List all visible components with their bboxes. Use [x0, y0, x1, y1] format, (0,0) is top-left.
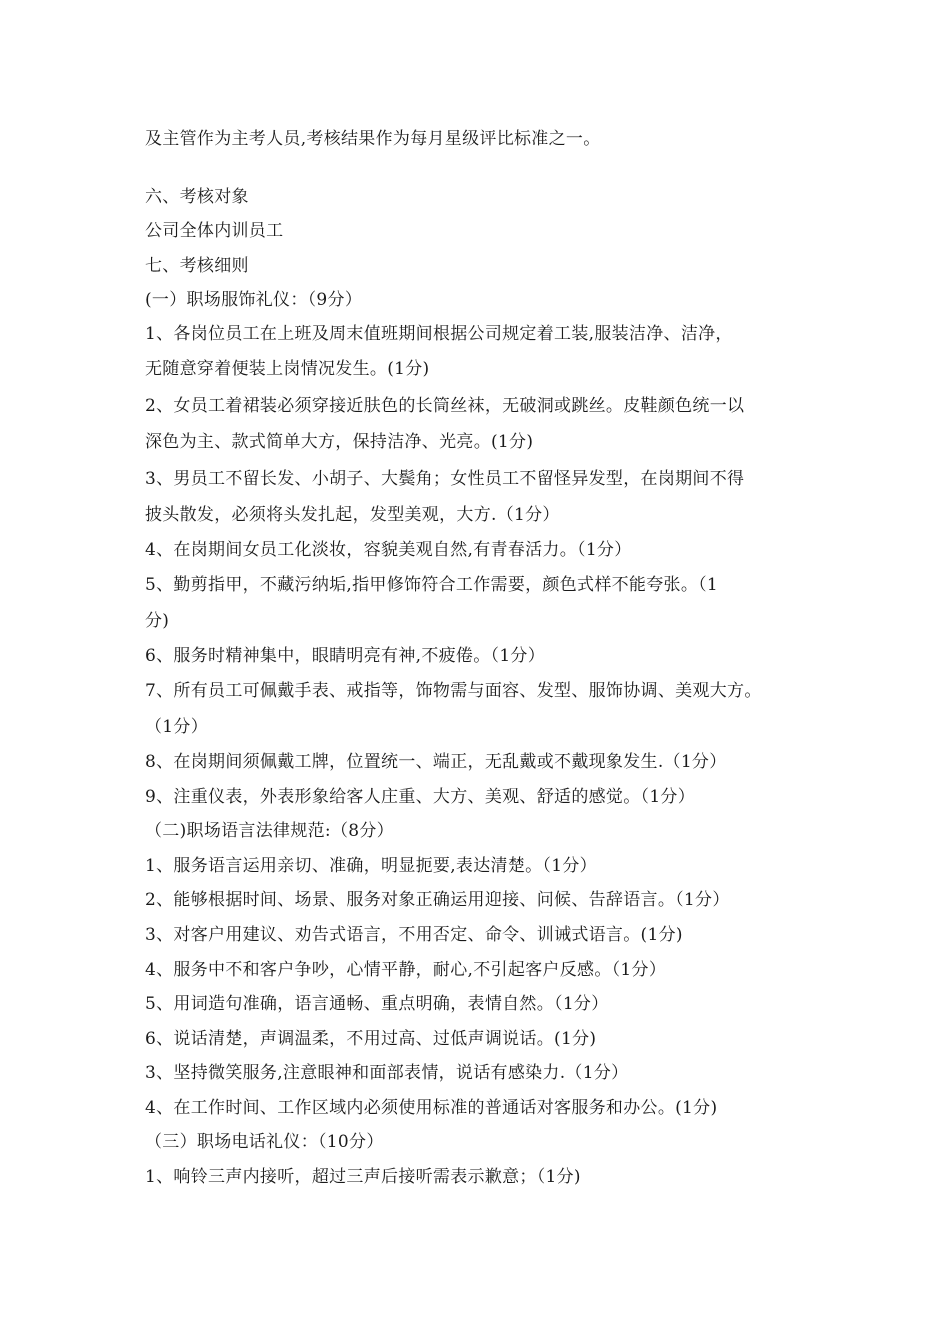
text-line: 公司全体内训员工 [145, 221, 284, 241]
text-line: 4、在工作时间、工作区域内必须使用标准的普通话对客服务和办公。(1分) [145, 1098, 718, 1118]
subsection-heading: (一）职场服饰礼仪：（9分） [145, 290, 363, 310]
text-line: 3、坚持微笑服务,注意眼神和面部表情，说话有感染力.（1分） [145, 1063, 629, 1083]
text-line: 深色为主、款式简单大方，保持洁净、光亮。(1分) [145, 432, 534, 452]
text-line: 3、对客户用建议、劝告式语言，不用否定、命令、训诫式语言。(1分) [145, 925, 683, 945]
section-heading: 六、考核对象 [145, 187, 249, 207]
text-line: 披头散发，必须将头发扎起，发型美观，大方.（1分） [145, 505, 560, 525]
text-line: 8、在岗期间须佩戴工牌，位置统一、端正，无乱戴或不戴现象发生.（1分） [145, 752, 727, 772]
text-line: 及主管作为主考人员,考核结果作为每月星级评比标准之一。 [145, 129, 601, 149]
text-line: （1分） [145, 717, 209, 737]
text-line: 5、勤剪指甲，不藏污纳垢,指甲修饰符合工作需要，颜色式样不能夸张。（1 [145, 575, 719, 595]
text-line: 4、服务中不和客户争吵，心情平静，耐心,不引起客户反感。（1分） [145, 960, 667, 980]
text-line: 2、能够根据时间、场景、服务对象正确运用迎接、问候、告辞语言。（1分） [145, 890, 730, 910]
subsection-heading: （三）职场电话礼仪：（10分） [145, 1132, 384, 1152]
text-line: 1、各岗位员工在上班及周末值班期间根据公司规定着工装,服装洁净、洁净， [145, 324, 733, 344]
text-line: 2、女员工着裙装必须穿接近肤色的长筒丝袜，无破洞或跳丝。皮鞋颜色统一以 [145, 396, 745, 416]
text-line: 6、服务时精神集中，眼睛明亮有神,不疲倦。（1分） [145, 646, 546, 666]
text-line: 9、注重仪表，外表形象给客人庄重、大方、美观、舒适的感觉。（1分） [145, 787, 696, 807]
text-line: 4、在岗期间女员工化淡妆，容貌美观自然,有青春活力。（1分） [145, 540, 632, 560]
text-line: 3、男员工不留长发、小胡子、大鬓角；女性员工不留怪异发型，在岗期间不得 [145, 469, 745, 489]
text-line: 5、用词造句准确，语言通畅、重点明确，表情自然。（1分） [145, 994, 609, 1014]
text-line: 1、服务语言运用亲切、准确，明显扼要,表达清楚。（1分） [145, 856, 597, 876]
text-line: 分) [145, 611, 170, 631]
text-line: 1、响铃三声内接听，超过三声后接听需表示歉意；（1分) [145, 1167, 581, 1187]
text-line: 无随意穿着便装上岗情况发生。(1分) [145, 359, 430, 379]
section-heading: 七、考核细则 [145, 256, 249, 276]
subsection-heading: （二)职场语言法律规范:（8分） [145, 821, 394, 841]
text-line: 6、说话清楚，声调温柔，不用过高、过低声调说话。(1分) [145, 1029, 597, 1049]
text-line: 7、所有员工可佩戴手表、戒指等，饰物需与面容、发型、服饰协调、美观大方。 [145, 681, 762, 701]
